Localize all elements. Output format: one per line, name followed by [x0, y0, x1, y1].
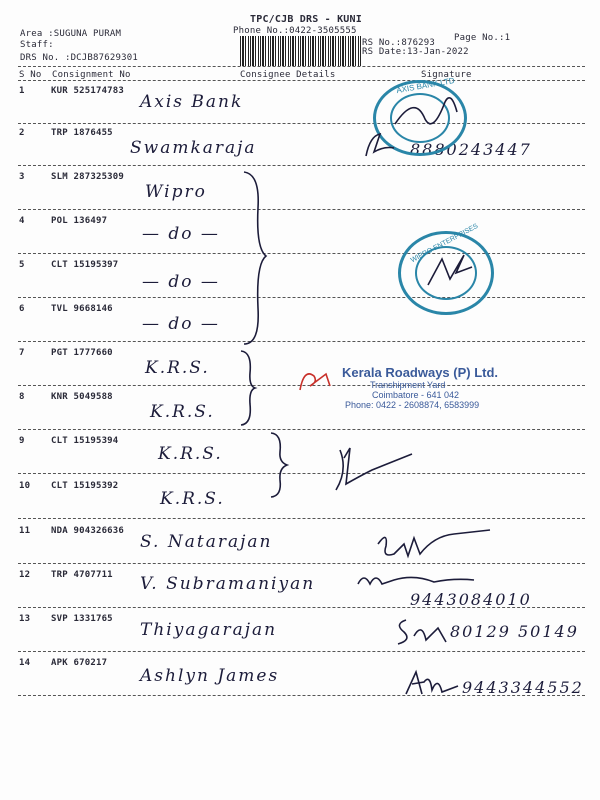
row-divider	[18, 297, 585, 298]
row-consignment-number: KUR 525174783	[51, 86, 125, 96]
column-header-divider	[18, 80, 585, 81]
row-consignment-number: NDA 904326636	[51, 526, 125, 536]
row-consignment-number: SLM 287325309	[51, 172, 125, 182]
document-title: TPC/CJB DRS - KUNI	[250, 14, 362, 25]
row-serial-number: 9	[19, 436, 25, 446]
row-consignment-number: APK 670217	[51, 658, 108, 668]
drs-number: DRS No. :DCJB87629301	[20, 53, 138, 63]
row-serial-number: 1	[19, 86, 25, 96]
row-serial-number: 11	[19, 526, 31, 536]
col-header-consignment: Consignment No	[52, 70, 131, 80]
brace-krs-2	[268, 430, 290, 500]
kerala-stamp-line1: Transhipment Yard	[370, 380, 446, 390]
row-consignee-name: Thiyagarajan	[140, 620, 278, 640]
krs-initials-signature	[296, 364, 336, 394]
row-consignment-number: CLT 15195397	[51, 260, 119, 270]
col-header-sno: S No	[19, 70, 42, 80]
row-consignee-name: K.R.S.	[158, 444, 223, 464]
header-divider	[18, 66, 585, 67]
row-consignee-name: Ashlyn James	[140, 666, 280, 686]
row-divider	[18, 341, 585, 342]
kerala-stamp-name: Kerala Roadways (P) Ltd.	[342, 365, 499, 380]
row-serial-number: 8	[19, 392, 25, 402]
subramaniyan-signature	[354, 570, 494, 594]
kerala-stamp-line2: Coimbatore - 641 042	[372, 390, 460, 400]
row-serial-number: 6	[19, 304, 25, 314]
barcode	[240, 36, 362, 66]
row-consignee-name: S. Natarajan	[140, 532, 273, 552]
wipro-signature	[420, 245, 480, 295]
row-divider	[18, 607, 585, 608]
row-consignee-name: Axis Bank	[140, 92, 244, 112]
row-consignee-name: K.R.S.	[160, 489, 225, 509]
brace-krs-1	[238, 348, 258, 428]
row-consignee-name: — do —	[142, 272, 220, 292]
wipro-stamp-text: WIPRO ENTERPRISES	[409, 222, 480, 265]
rs-number: RS No.:876293	[362, 38, 436, 48]
row-consignee-name: K.R.S.	[145, 358, 210, 378]
row-consignment-number: CLT 15195392	[51, 481, 119, 491]
axis-stamp-text: AXIS BANK LTD	[395, 75, 456, 96]
row-consignee-phone: 8880243447	[410, 140, 532, 159]
row-serial-number: 13	[19, 614, 31, 624]
area-label: Area :SUGUNA PURAM	[20, 29, 122, 39]
brace-wipro	[240, 168, 270, 348]
kerala-roadways-stamp	[342, 365, 498, 410]
swamkaraja-signature	[360, 128, 400, 162]
row-divider	[18, 209, 585, 210]
row-divider	[18, 651, 585, 652]
row-divider	[18, 695, 585, 696]
phone-number: Phone No.:0422-3505555	[233, 26, 357, 36]
col-header-consignee: Consignee Details	[240, 70, 336, 80]
row-consignment-number: SVP 1331765	[51, 614, 113, 624]
row-divider	[18, 165, 585, 166]
ashlyn-signature	[402, 666, 462, 700]
row-consignment-number: CLT 15195394	[51, 436, 119, 446]
col-header-signature: Signature	[421, 70, 472, 80]
row-consignment-number: TRP 4707711	[51, 570, 113, 580]
row-consignee-name: Wipro	[145, 182, 207, 202]
row-consignee-name: V. Subramaniyan	[140, 574, 316, 594]
row-divider	[18, 429, 585, 430]
thiyagarajan-signature	[392, 614, 452, 650]
row-consignee-phone: 9443084010	[410, 590, 532, 609]
row-consignee-name: Swamkaraja	[130, 138, 257, 158]
row-consignment-number: PGT 1777660	[51, 348, 113, 358]
natarajan-signature	[374, 524, 494, 564]
row-consignment-number: TRP 1876455	[51, 128, 113, 138]
row-serial-number: 12	[19, 570, 31, 580]
row-serial-number: 4	[19, 216, 25, 226]
row-consignment-number: POL 136497	[51, 216, 108, 226]
kerala-stamp-line3: Phone: 0422 - 2608874, 6583999	[345, 400, 480, 410]
row-serial-number: 10	[19, 481, 31, 491]
row-divider	[18, 123, 585, 124]
row-consignee-name: — do —	[142, 224, 220, 244]
row-serial-number: 5	[19, 260, 25, 270]
row-divider	[18, 473, 585, 474]
krs-signature	[320, 440, 420, 500]
row-consignee-name: K.R.S.	[150, 402, 215, 422]
row-serial-number: 2	[19, 128, 25, 138]
row-consignee-name: — do —	[142, 314, 220, 334]
row-consignment-number: KNR 5049588	[51, 392, 113, 402]
row-divider	[18, 518, 585, 519]
row-consignee-phone: 80129 50149	[450, 622, 579, 641]
row-serial-number: 3	[19, 172, 25, 182]
row-serial-number: 7	[19, 348, 25, 358]
row-divider	[18, 253, 585, 254]
staff-label: Staff:	[20, 40, 54, 50]
row-divider	[18, 563, 585, 564]
rs-date: RS Date:13-Jan-2022	[362, 47, 469, 57]
row-consignment-number: TVL 9668146	[51, 304, 113, 314]
page-number: Page No.:1	[454, 33, 511, 43]
row-serial-number: 14	[19, 658, 31, 668]
row-consignee-phone: 9443344552	[462, 678, 584, 697]
